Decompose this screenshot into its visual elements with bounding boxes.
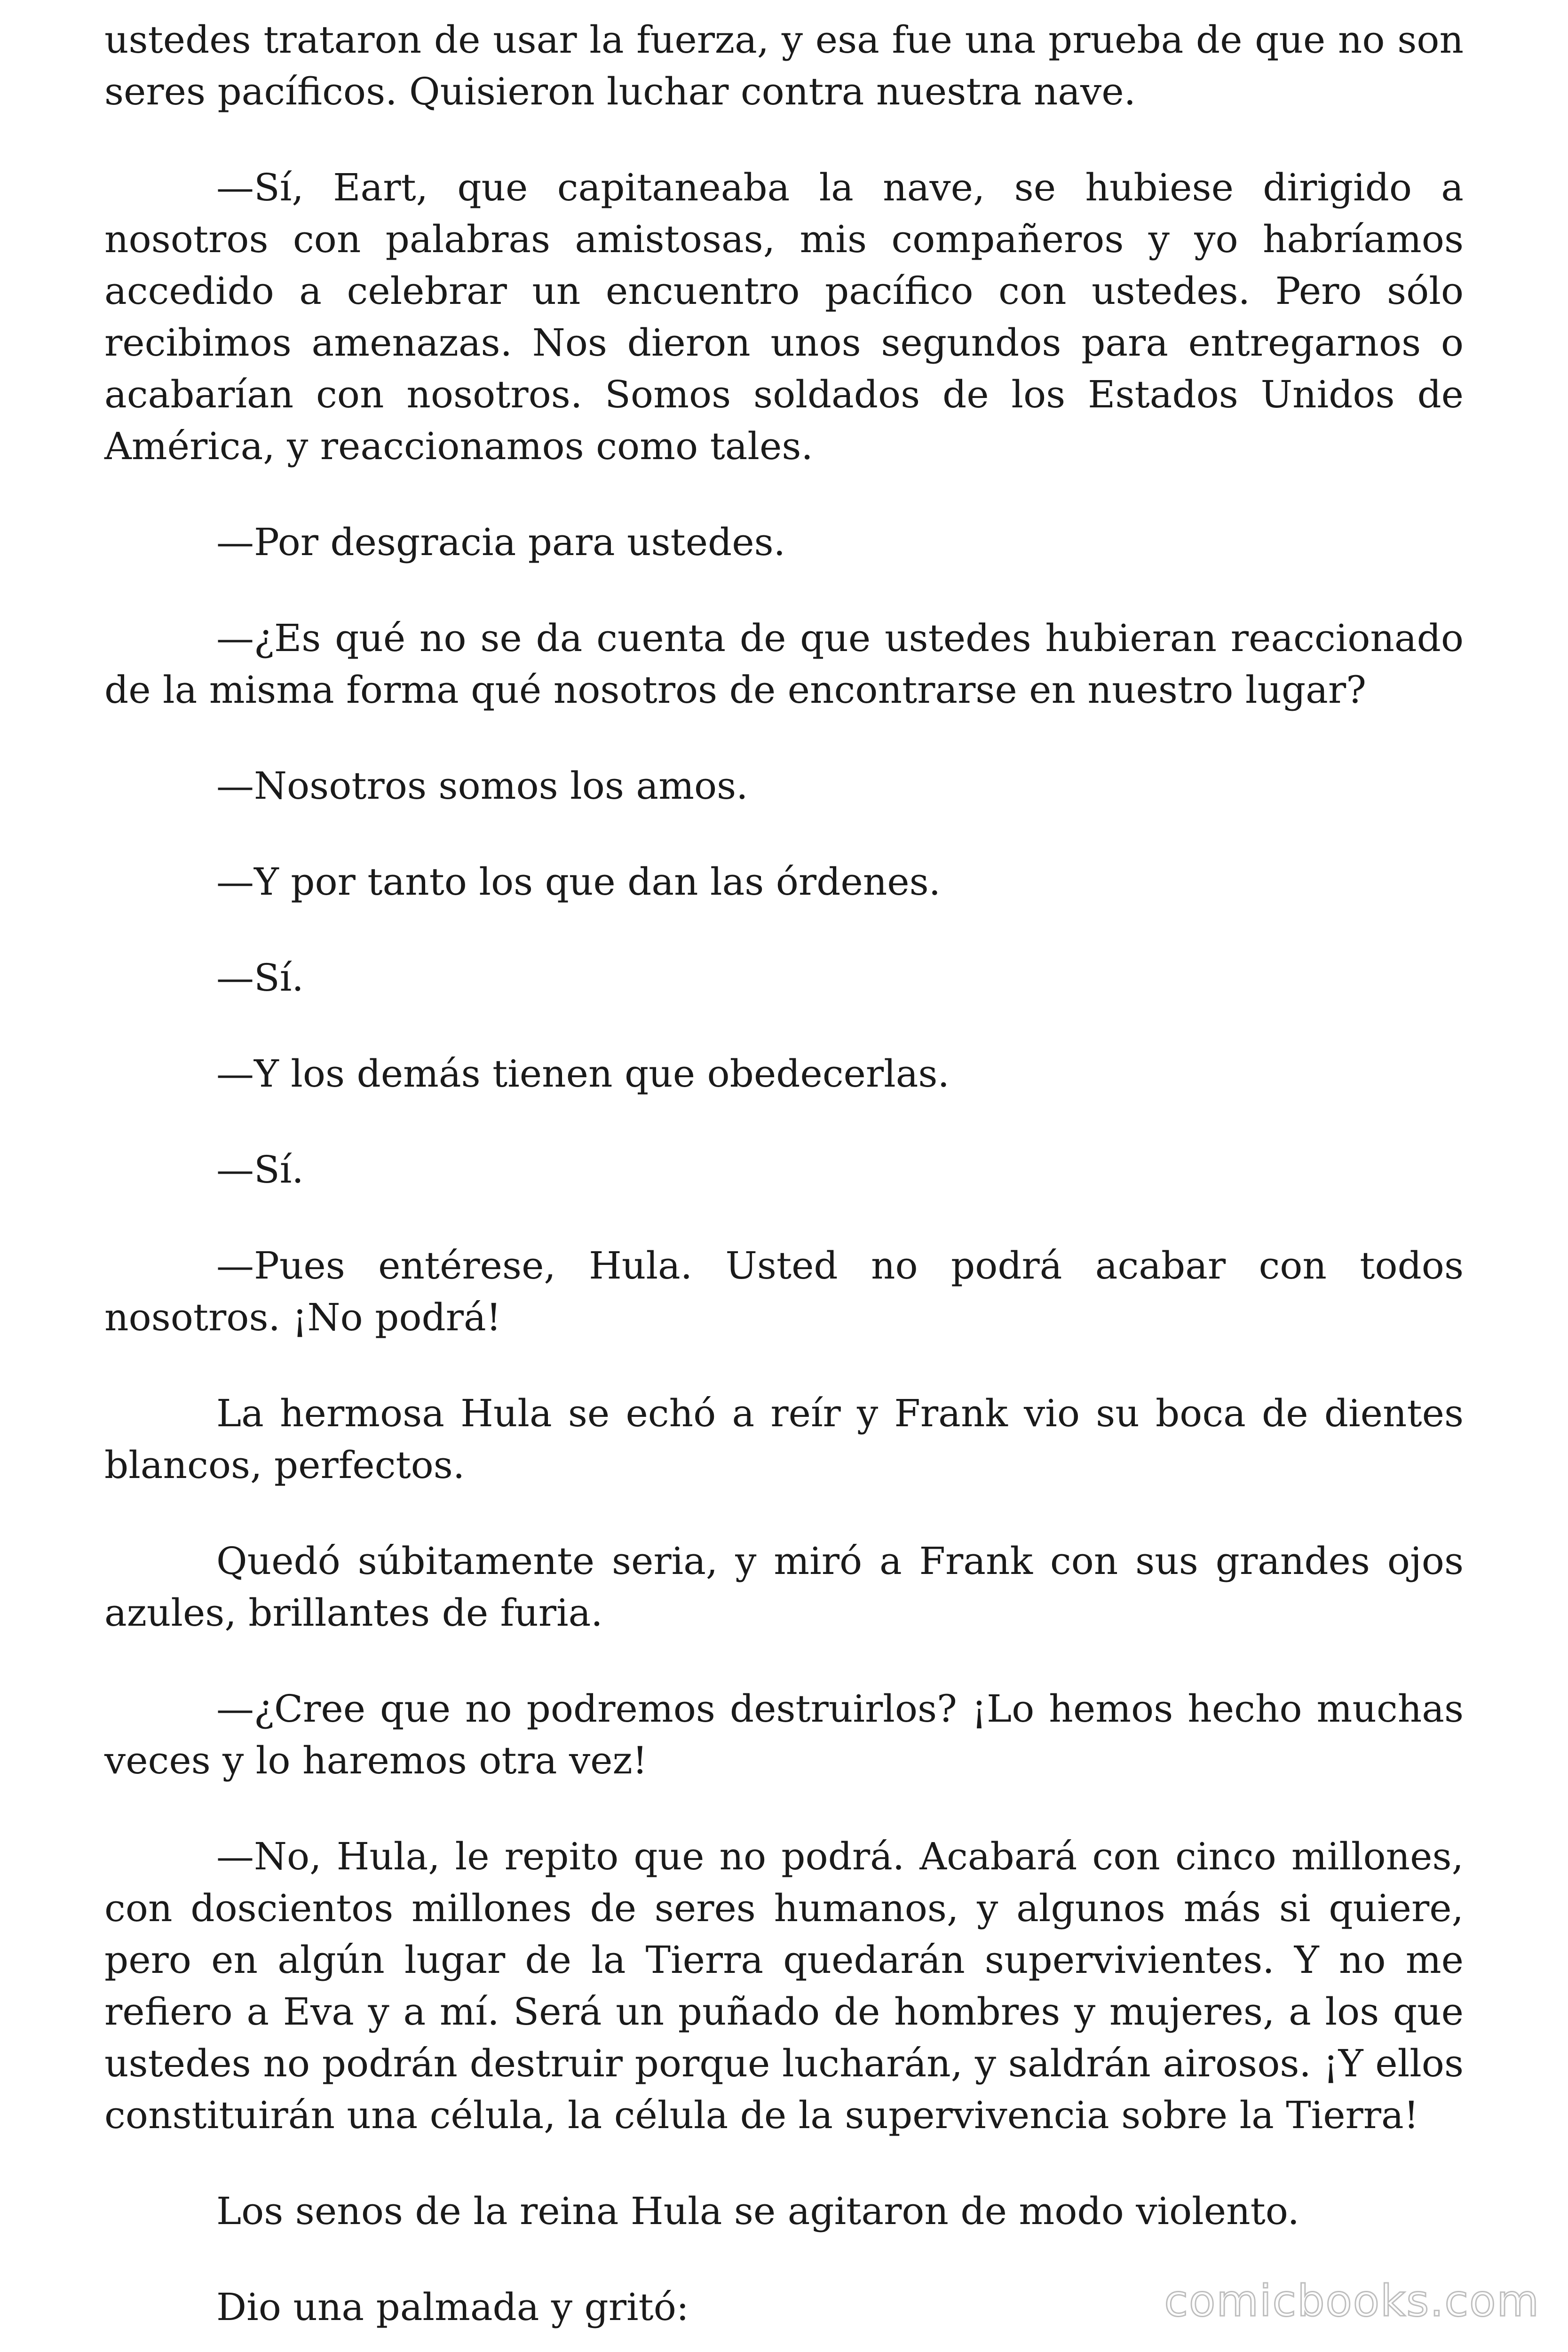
paragraph-dialogue: —No, Hula, le repito que no podrá. Acabará con cinco millones, con doscientos millones de seres humanos, y algunos más si quiere, pero en algún lugar de la Tierra quedarán supervivientes. Y no me refiero a Eva y a mí. Será un puñado de hombres y mujeres, a los que ustedes no podrán destruir porque lucharán, y saldrán airosos. ¡Y ellos constituirán una célula, la célula de la supervivencia sobre la Tierra! bbox=[104, 1835, 1464, 2137]
paragraph-narration: Quedó súbitamente seria, y miró a Frank con sus grandes ojos azules, brillantes de furia. bbox=[104, 1539, 1464, 1635]
paragraph-dialogue: —¿Cree que no podremos destruirlos? ¡Lo hemos hecho muchas veces y lo haremos otra vez! bbox=[104, 1687, 1464, 1782]
paragraph-narration: Los senos de la reina Hula se agitaron de modo violento. bbox=[216, 2189, 1299, 2233]
paragraph-narration: Dio una palmada y gritó: bbox=[216, 2285, 689, 2329]
paragraph-dialogue: —Y los demás tienen que obedecerlas. bbox=[216, 1052, 950, 1096]
paragraph-continued: ustedes trataron de usar la fuerza, y esa fue una prueba de que no son seres pacíficos. Quisieron luchar contra nuestra nave. bbox=[104, 18, 1464, 113]
paragraph-dialogue: —Sí, Eart, que capitaneaba la nave, se hubiese dirigido a nosotros con palabras amistosas, mis compañeros y yo habríamos accedido a celebrar un encuentro pacífico con ustedes. Pero sólo recibimos amenazas. Nos dieron unos segundos para entregarnos o acabarían con nosotros. Somos soldados de los Estados Unidos de América, y reaccionamos como tales. bbox=[104, 166, 1464, 468]
paragraph-dialogue: —Y por tanto los que dan las órdenes. bbox=[216, 860, 941, 904]
paragraph-narration: La hermosa Hula se echó a reír y Frank vio su boca de dientes blancos, perfectos. bbox=[104, 1391, 1464, 1487]
paragraph-dialogue: —Sí. bbox=[216, 956, 304, 1000]
paragraph-dialogue: —Por desgracia para ustedes. bbox=[216, 520, 786, 564]
paragraph-dialogue: —Sí. bbox=[216, 1148, 304, 1192]
watermark: comicbooks.com bbox=[1164, 2276, 1540, 2326]
paragraph-dialogue: —Nosotros somos los amos. bbox=[216, 764, 748, 808]
paragraph-dialogue: —Pues entérese, Hula. Usted no podrá acabar con todos nosotros. ¡No podrá! bbox=[104, 1244, 1464, 1339]
text-column bbox=[104, 14, 1464, 2352]
paragraph-dialogue: —¿Es qué no se da cuenta de que ustedes hubieran reaccionado de la misma forma qué nosotros de encontrarse en nuestro lugar? bbox=[104, 616, 1464, 712]
